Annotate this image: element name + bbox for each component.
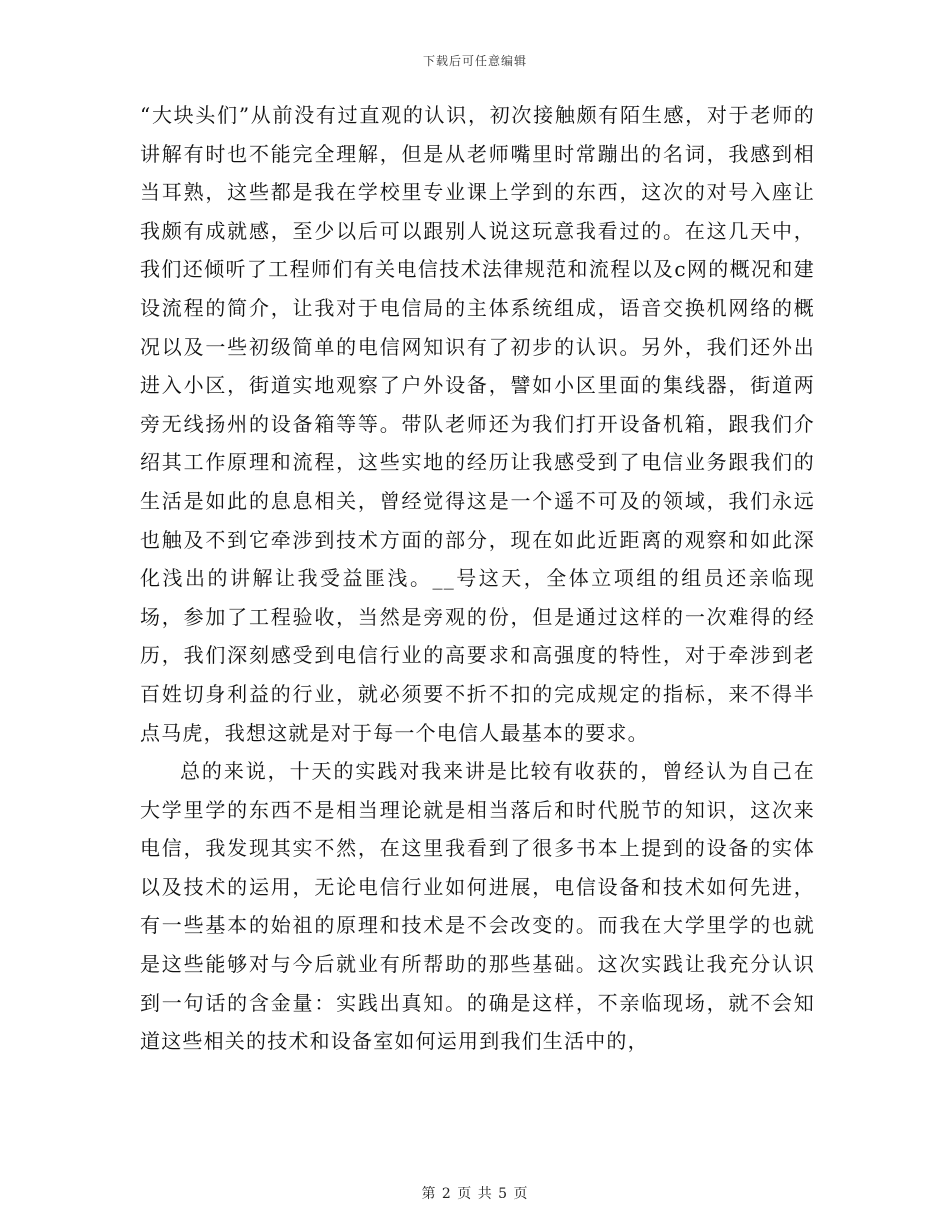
page-header: 下载后可任意编辑 bbox=[422, 54, 527, 68]
body-paragraph-1: “大块头们”从前没有过直观的认识，初次接触颇有陌生感，对于老师的讲解有时也不能完全理解，但是从老师嘴里时常蹦出的名词，我感到相当耳熟，这些都是我在学校里专业课上学到的东西，这次的对号入座让我颇有成就感，至少以后可以跟别人说这玩意我看过的。在这几天中，我们还倾听了工程师们有关电信技术法律规范和流程以及c网的概况和建设流程的简介，让我对于电信局的主体系统组成，语音交换机网络的概况以及一些初级简单的电信网知识有了初步的认识。另外，我们还外出进入小区，街道实地观察了户外设备，譬如小区里面的集线器，街道两旁无线扬州的设备箱等等。带队老师还为我们打开设备机箱，跟我们介绍其工作原理和流程，这些实地的经历让我感受到了电信业务跟我们的生活是如此的息息相关，曾经觉得这是一个遥不可及的领域，我们永远也触及不到它牵涉到技术方面的部分，现在如此近距离的观察和如此深化浅出的讲解让我受益匪浅。__号这天，全体立项组的组员还亲临现场，参加了工程验收，当然是旁观的份，但是通过这样的一次难得的经历，我们深刻感受到电信行业的高要求和高强度的特性，对于牵涉到老百姓切身利益的行业，就必须要不折不扣的完成规定的指标，来不得半点马虎，我想这就是对于每一个电信人最基本的要求。 bbox=[140, 103, 815, 745]
page-number-footer: 第 2 页 共 5 页 bbox=[421, 1186, 529, 1202]
body-paragraph-2: 总的来说，十天的实践对我来讲是比较有收获的，曾经认为自己在大学里学的东西不是相当理论就是相当落后和时代脱节的知识，这次来电信，我发现其实不然，在这里我看到了很多书本上提到的设备的实体以及技术的运用，无论电信行业如何进展，电信设备和技术如何先进，有一些基本的始祖的原理和技术是不会改变的。而我在大学里学的也就是这些能够对与今后就业有所帮助的那些基础。这次实践让我充分认识到一句话的含金量：实践出真知。的确是这样，不亲临现场，就不会知道这些相关的技术和设备室如何运用到我们生活中的， bbox=[140, 759, 815, 1054]
document-body bbox=[140, 96, 815, 1061]
